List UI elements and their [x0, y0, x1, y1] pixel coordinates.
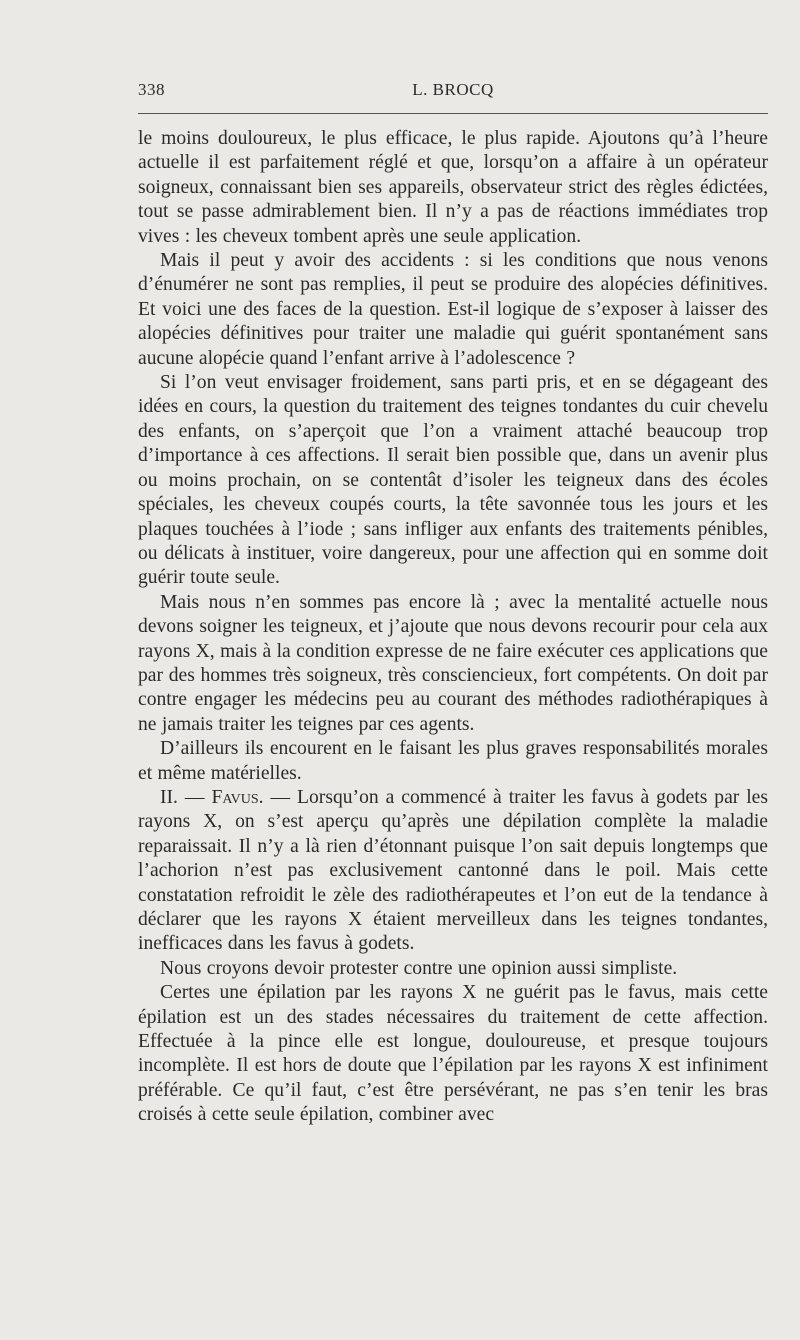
section-heading: Favus. — [211, 786, 264, 808]
page-header — [138, 80, 768, 104]
header-rule — [138, 113, 768, 114]
running-head: L. BROCQ — [412, 80, 494, 99]
paragraph: Mais nous n’en sommes pas encore là ; avec la mentalité actuelle nous devons soigner les teigneux, et j’ajoute que nous devons recourir pour cela aux rayons X, mais à la condition expresse de ne faire exécuter ces applications que par des hommes très soigneux, très consciencieux, fort compétents. On doit par contre engager les médecins peu au courant des méthodes radiothérapiques à ne jamais traiter les teignes par ces agents. — [138, 591, 768, 735]
section-text: — Lorsqu’on a commencé à traiter les favus à godets par les rayons X, on s’est aperçu qu’après une dépilation complète la maladie reparaissait. Il n’y a là rien d’étonnant puisque l’on sait depuis longtemps que l’achorion n’est pas exclusivement cantonné dans le poil. Mais cette constatation refroidit le zèle des radiothérapeutes et l’on eut de la tendance à déclarer que les rayons X étaient merveilleux dans les teignes tondantes, inefficaces dans les favus à godets. — [138, 786, 768, 955]
section-favus — [138, 786, 768, 957]
paragraph: Certes une épilation par les rayons X ne guérit pas le favus, mais cette épilation est un des stades nécessaires du traitement de cette affection. Effectuée à la pince elle est longue, douloureuse, et presque toujours incomplète. Il est hors de doute que l’épilation par les rayons X est infiniment préférable. Ce qu’il faut, c’est être persévérant, ne pas s’en tenir les bras croisés à cette seule épilation, combiner avec — [138, 982, 768, 1126]
paragraph: Si l’on veut envisager froidement, sans parti pris, et en se dégageant des idées en cours, la question du traitement des teignes tondantes du cuir chevelu des enfants, on s’aperçoit que l’on a vraiment attaché beaucoup trop d’importance à ces affections. Il serait bien possible que, dans un avenir plus ou moins prochain, on se contentât d’isoler les teigneux dans des écoles spéciales, les cheveux coupés courts, la tête savonnée tous les jours et les plaques touchées à l’iode ; sans infliger aux enfants des traitements pénibles, ou délicats à instituer, voire dangereux, pour une affection qui en somme doit guérir toute seule. — [138, 372, 768, 589]
section-numeral: II. — — [160, 786, 212, 808]
paragraph: D’ailleurs ils encourent en le faisant les plus graves responsabilités morales et même matérielles. — [138, 738, 768, 784]
body-text — [138, 127, 768, 1128]
paragraph-continued: le moins douloureux, le plus efficace, le plus rapide. Ajoutons qu’à l’heure actuelle il est parfaitement réglé et que, lorsqu’on a affaire à un opérateur soigneux, connaissant bien ses appareils, observateur strict des règles édictées, tout se passe admirablement bien. Il n’y a pas de réactions immédiates trop vives : les cheveux tombent après une seule application. — [138, 128, 768, 247]
paragraph: Mais il peut y avoir des accidents : si les conditions que nous venons d’énumérer ne sont pas remplies, il peut se produire des alopécies définitives. Et voici une des faces de la question. Est-il logique de s’exposer à laisser des alopécies définitives pour traiter une maladie qui guérit spontanément sans aucune alopécie quand l’enfant arrive à l’adolescence ? — [138, 250, 768, 369]
page-number: 338 — [138, 80, 165, 99]
paragraph: Nous croyons devoir protester contre une opinion aussi simpliste. — [160, 957, 678, 979]
